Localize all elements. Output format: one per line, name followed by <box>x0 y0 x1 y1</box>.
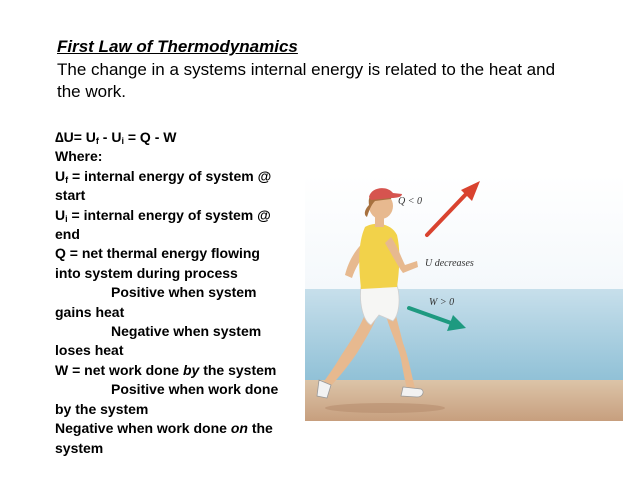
delta-symbol: ∆ <box>55 129 64 145</box>
beach-ground <box>305 380 623 421</box>
q-definition-cont: into system during process <box>55 264 238 281</box>
u-decreases-label: U decreases <box>425 258 474 269</box>
w-definition: W = net work done by the system <box>55 361 277 378</box>
q-label: Q < 0 <box>398 196 422 207</box>
w-label: W > 0 <box>429 297 455 308</box>
ui-definition: $U_i$ = internal energy of system @ <box>55 206 271 224</box>
runner-illustration <box>305 175 623 421</box>
where-label: Where: <box>55 148 103 165</box>
uf-definition-cont: start <box>55 187 86 204</box>
q-positive-note: Positive when system <box>111 284 257 301</box>
slide-title: First Law of Thermodynamics <box>57 37 298 56</box>
runner-shadow <box>325 403 445 413</box>
q-negative-note: Negative when system <box>111 323 262 340</box>
q-positive-note-cont: gains heat <box>55 303 125 320</box>
sea-background <box>305 289 623 383</box>
w-positive-note: Positive when work done <box>111 381 279 398</box>
w-negative-note: Negative when work done on the <box>55 420 273 437</box>
slide-subtitle: The change in a systems internal energy is related to the heat and the work. <box>57 60 556 101</box>
q-negative-note-cont: loses heat <box>55 342 124 359</box>
definitions-block <box>55 128 320 458</box>
uf-definition: $U_f$ = internal energy of system @ <box>55 167 272 185</box>
w-negative-note-cont: system <box>55 439 104 456</box>
q-definition: Q = net thermal energy flowing <box>55 245 260 262</box>
first-law-equation: $\Delta U= U_f - U_i = Q - W$ <box>55 129 177 146</box>
w-positive-note-cont: by the system <box>55 400 149 417</box>
ui-definition-cont: end <box>55 226 80 243</box>
